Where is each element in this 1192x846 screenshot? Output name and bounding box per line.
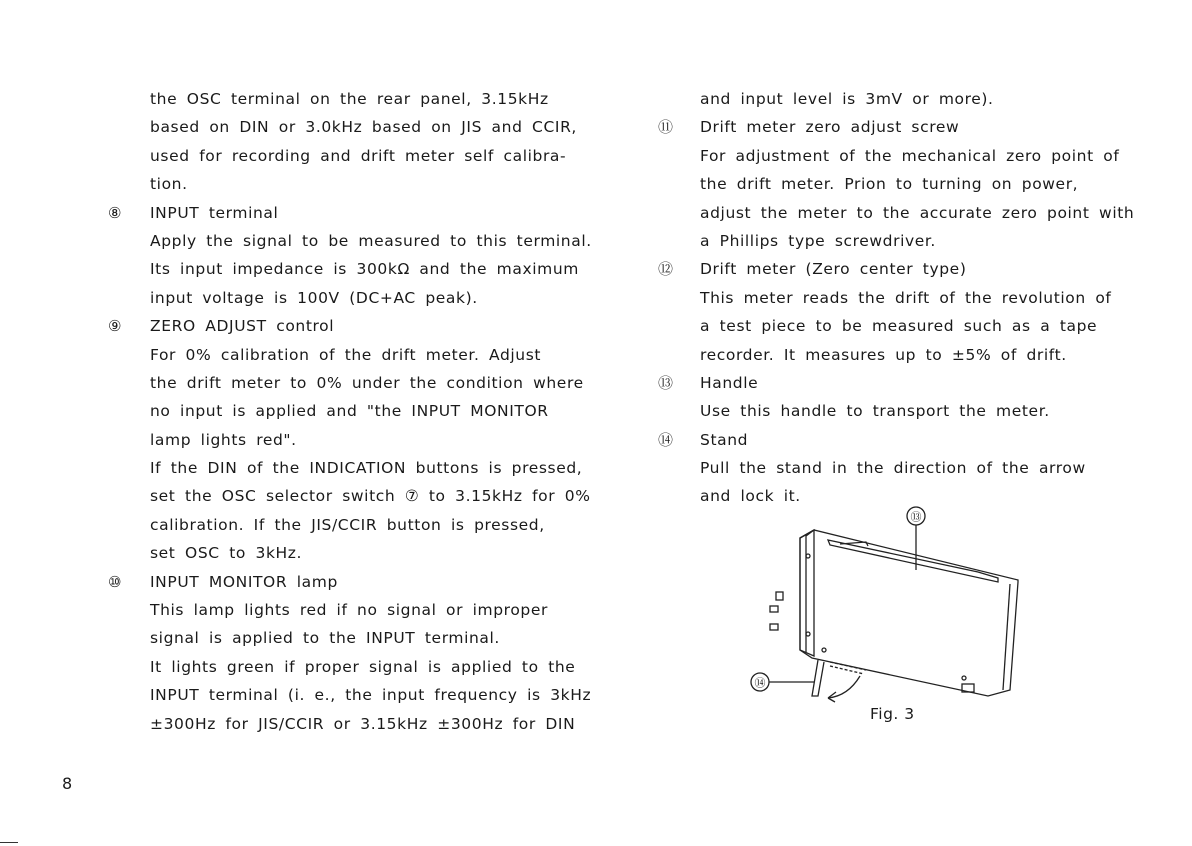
text-line xyxy=(110,199,640,227)
text-line xyxy=(110,454,640,482)
text-line xyxy=(110,624,640,652)
line-text: no input is applied and "the INPUT MONITOR xyxy=(150,402,549,421)
text-line xyxy=(110,284,640,312)
line-text: Handle xyxy=(700,373,759,392)
line-text: the OSC terminal on the rear panel, 3.15kHz xyxy=(150,90,549,108)
text-line xyxy=(110,596,640,624)
line-text: Pull the stand in the direction of the arrow xyxy=(700,459,1086,478)
text-line xyxy=(110,482,640,510)
line-text: INPUT terminal (i. e., the input frequency is 3kHz xyxy=(150,686,592,705)
text-line xyxy=(110,113,640,141)
line-text: This lamp lights red if no signal or improper xyxy=(150,601,548,620)
line-text: Use this handle to transport the meter. xyxy=(700,402,1050,421)
text-line xyxy=(110,341,640,369)
stand-callout-label: ⑭ xyxy=(754,676,766,690)
text-line xyxy=(660,255,1160,283)
text-line xyxy=(110,681,640,709)
line-text: based on DIN or 3.0kHz based on JIS and CCIR, xyxy=(150,118,577,137)
line-text: used for recording and drift meter self calibra- xyxy=(150,146,567,165)
text-line xyxy=(110,255,640,283)
line-text: the drift meter. Prion to turning on power, xyxy=(700,175,1079,194)
text-line xyxy=(660,142,1160,170)
line-text: and lock it. xyxy=(700,487,801,506)
text-line xyxy=(110,142,640,170)
item-number: ⑪ xyxy=(658,118,674,137)
line-text: set the OSC selector switch ⑦ to 3.15kHz for 0% xyxy=(150,487,591,506)
line-text: a test piece to be measured such as a tape xyxy=(700,317,1098,336)
figure-meter-side-view xyxy=(748,500,1038,740)
text-line xyxy=(110,511,640,539)
text-line xyxy=(110,710,640,738)
line-text: ±300Hz for JIS/CCIR or 3.15kHz ±300Hz for DIN xyxy=(150,714,576,733)
line-text: For 0% calibration of the drift meter. Adjust xyxy=(150,345,542,364)
line-text: set OSC to 3kHz. xyxy=(150,544,303,563)
text-line xyxy=(110,653,640,681)
line-text: This meter reads the drift of the revolution of xyxy=(700,288,1112,307)
page-number: 8 xyxy=(62,774,73,793)
text-line xyxy=(660,426,1160,454)
text-line xyxy=(110,85,640,113)
text-line xyxy=(110,227,640,255)
text-line xyxy=(660,341,1160,369)
line-text: Stand xyxy=(700,430,749,449)
line-text: Drift meter (Zero center type) xyxy=(700,260,967,279)
item-number: ⑩ xyxy=(108,572,122,591)
right-column xyxy=(660,85,1160,511)
text-line xyxy=(110,568,640,596)
line-text: It lights green if proper signal is applied to the xyxy=(150,657,576,676)
line-text: Apply the signal to be measured to this terminal. xyxy=(150,231,592,250)
item-number: ⑨ xyxy=(108,317,122,336)
line-text: INPUT terminal xyxy=(150,203,279,222)
line-text: adjust the meter to the accurate zero point with xyxy=(700,203,1135,222)
line-text: recorder. It measures up to ±5% of drift. xyxy=(700,345,1067,364)
line-text: calibration. If the JIS/CCIR button is pressed, xyxy=(150,515,545,534)
meter-body-outline xyxy=(800,530,1018,696)
line-text: and input level is 3mV or more). xyxy=(700,90,994,108)
text-line xyxy=(660,284,1160,312)
text-line xyxy=(110,397,640,425)
text-line xyxy=(660,170,1160,198)
text-line xyxy=(110,170,640,198)
text-line xyxy=(660,397,1160,425)
item-number: ⑬ xyxy=(658,373,674,392)
item-number: ⑭ xyxy=(658,430,674,449)
handle-shape xyxy=(828,540,998,582)
left-column xyxy=(110,85,640,738)
text-line xyxy=(660,85,1160,113)
text-line xyxy=(660,113,1160,141)
text-line xyxy=(110,369,640,397)
line-text: tion. xyxy=(150,175,188,194)
line-text: If the DIN of the INDICATION buttons is pressed, xyxy=(150,459,583,478)
line-text: Its input impedance is 300kΩ and the maximum xyxy=(150,260,579,279)
line-text: For adjustment of the mechanical zero point of xyxy=(700,146,1120,165)
line-text: a Phillips type screwdriver. xyxy=(700,231,936,250)
line-text: signal is applied to the INPUT terminal. xyxy=(150,629,500,648)
handle-callout-label: ⑬ xyxy=(910,510,922,524)
figure-caption: Fig. 3 xyxy=(870,705,915,723)
line-text: the drift meter to 0% under the condition where xyxy=(150,373,584,392)
line-text: INPUT MONITOR lamp xyxy=(150,572,338,591)
text-line xyxy=(110,539,640,567)
text-line xyxy=(660,227,1160,255)
text-line xyxy=(660,199,1160,227)
item-number: ⑫ xyxy=(658,260,674,279)
text-line xyxy=(660,454,1160,482)
stand-shape xyxy=(812,660,824,696)
text-line xyxy=(110,426,640,454)
text-line xyxy=(110,312,640,340)
line-text: input voltage is 100V (DC+AC peak). xyxy=(150,288,478,307)
line-text: Drift meter zero adjust screw xyxy=(700,118,960,137)
line-text: lamp lights red". xyxy=(150,430,297,449)
line-text: ZERO ADJUST control xyxy=(150,317,335,336)
item-number: ⑧ xyxy=(108,203,122,222)
text-line xyxy=(660,312,1160,340)
corner-mark xyxy=(0,842,18,843)
text-line xyxy=(660,369,1160,397)
